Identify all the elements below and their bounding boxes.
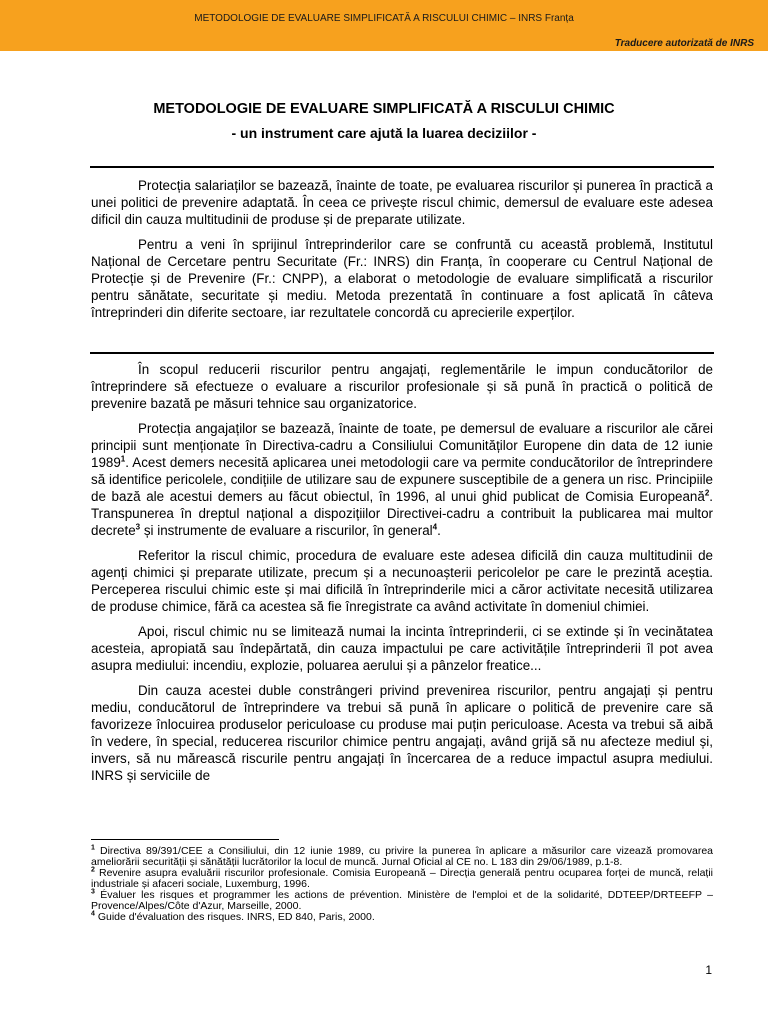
running-title: METODOLOGIE DE EVALUARE SIMPLIFICATĂ A RISCULUI CHIMIC – INRS Franța <box>194 13 574 24</box>
intro-bottom-rule <box>90 352 714 354</box>
footnote-mark-4: 4 <box>432 522 438 532</box>
body-paragraph-5: Din cauza acestei duble constrângeri privind prevenirea riscurilor, pentru angajați și pentru mediu, conducătorul de întreprindere va trebui să pună în aplicare o politică de prevenire care să favorizeze înlocuirea produselor periculoase cu produse mai puțin periculoase. Acesta va trebui să aibă în vedere, în special, reducerea riscurilor chimice pentru angajați, având grijă să nu afecteze mediul și, invers, să nu mărească riscurile pentru angajați în încercarea de a reduce impactul asupra mediului. INRS și serviciile de <box>91 683 713 783</box>
body-paragraph-2 <box>91 420 713 539</box>
body-paragraph-2-part-c: . Transpunerea în dreptul național a dispozițiilor Directivei-cadru a contribuit la publicarea mai multor decrete <box>91 489 713 538</box>
footnote-2-text: Revenire asupra evaluării riscurilor profesionale. Comisia Europeană – Direcția generală pentru ocuparea forței de muncă, relații industriale și afaceri sociale, Luxemburg, 1996. <box>91 867 713 890</box>
page-number: 1 <box>705 963 712 977</box>
intro-top-rule <box>90 166 714 168</box>
footnote-separator <box>91 839 279 840</box>
translation-note: Traducere autorizată de INRS <box>614 38 754 49</box>
footnote-mark-1: 1 <box>120 454 126 464</box>
footnote-mark-3: 3 <box>135 522 141 532</box>
body-paragraph-1: În scopul reducerii riscurilor pentru angajați, reglementările le impun conducătorilor de întreprindere să efectueze o evaluare a riscurilor profesionale și să pună în practică o politică de prevenire bazată pe măsuri tehnice sau organizatorice. <box>91 362 713 411</box>
footnote-2 <box>91 868 713 890</box>
footnote-4-text: Guide d'évaluation des risques. INRS, ED 840, Paris, 2000. <box>94 911 375 923</box>
footnote-4 <box>91 912 713 923</box>
footnotes <box>91 846 713 923</box>
footnote-3-mark: 3 <box>91 888 95 896</box>
footnote-1-text: Directiva 89/391/CEE a Consiliului, din 12 iunie 1989, cu privire la punerea în aplicare a măsurilor care vizează promovarea ameliorării securității și sănătății lucrătorilor la locul de muncă. Jurnal Oficial al CE no. L 183 din 29/06/1989, p.1-8. <box>91 845 713 868</box>
footnote-1-mark: 1 <box>91 844 95 852</box>
footnote-mark-2: 2 <box>704 488 710 498</box>
body-paragraph-2-part-d: și instrumente de evaluare a riscurilor, în general <box>140 523 433 538</box>
document-title: METODOLOGIE DE EVALUARE SIMPLIFICATĂ A RISCULUI CHIMIC <box>153 101 615 117</box>
document-subtitle: - un instrument care ajută la luarea deciziilor - <box>231 125 537 141</box>
footnote-1 <box>91 846 713 868</box>
body-section <box>91 361 713 792</box>
intro-paragraph-2: Pentru a veni în sprijinul întreprinderilor care se confruntă cu această problemă, Institutul Național de Cercetare pentru Securitate (Fr.: INRS) din Franța, în cooperare cu Centrul Național de Protecție și de Prevenire (Fr.: CNPP), a elaborat o metodologie de evaluare simplificată a riscurilor pentru sănătate, securitate și mediu. Metoda prezentată în continuare a fost aplicată în câteva întreprinderi din diferite sectoare, iar rezultatele concordă cu aprecierile experților. <box>91 237 713 320</box>
body-paragraph-2-part-b: . Acest demers necesită aplicarea unei metodologii care va permite conducătorilor de întreprindere să identifice pericolele, condițiile de utilizare sau de expunere susceptibile de a genera un risc. Principiile de bază ale acestui demers au făcut obiectul, în 1996, al unui ghid publicat de Comisia Europeană <box>91 455 713 504</box>
footnote-2-mark: 2 <box>91 866 95 874</box>
body-paragraph-4: Apoi, riscul chimic nu se limitează numai la incinta întreprinderii, ci se extinde și în vecinătatea acesteia, apropiată sau îndepărtată, din cauza impactului pe care activitățile întreprinderii îl pot avea asupra mediului: incendiu, explozie, poluarea aerului și a pânzelor freatice... <box>91 624 713 673</box>
intro-section <box>91 177 713 329</box>
intro-paragraph-1: Protecția salariaților se bazează, înainte de toate, pe evaluarea riscurilor și punerea în practică a unei politici de prevenire adaptată. În ceea ce privește riscul chimic, demersul de evaluare este adesea dificil din cauza multitudinii de produse și de preparate utilizate. <box>91 178 713 227</box>
body-paragraph-2-part-e: . <box>437 523 441 538</box>
footnote-4-mark: 4 <box>91 910 95 918</box>
footnote-3 <box>91 890 713 912</box>
body-paragraph-3: Referitor la riscul chimic, procedura de evaluare este adesea dificilă din cauza multitudinii de agenți chimici și preparate utilizate, precum și a necunoașterii pericolelor pe care le prezintă aceștia. Perceperea riscului chimic este și mai dificilă în întreprinderile mici a căror activitate necesită utilizarea de produse chimice, fără ca acestea să fie înregistrate ca având activitate în domeniul chimiei. <box>91 548 713 614</box>
footnote-3-text: Évaluer les risques et programmer les actions de prévention. Ministère de l'emploi et de la solidarité, DDTEEP/DRTEEFP – Provence/Alpes/Côte d'Azur, Marseille, 2000. <box>91 889 713 912</box>
body-paragraph-2-part-a: Protecția angajaților se bazează, înainte de toate, pe demersul de evaluare a riscurilor ale cărei principii sunt menționate în Directiva-cadru a Consiliului Comunităților Europene din data de 12 iunie 1989 <box>91 421 713 470</box>
